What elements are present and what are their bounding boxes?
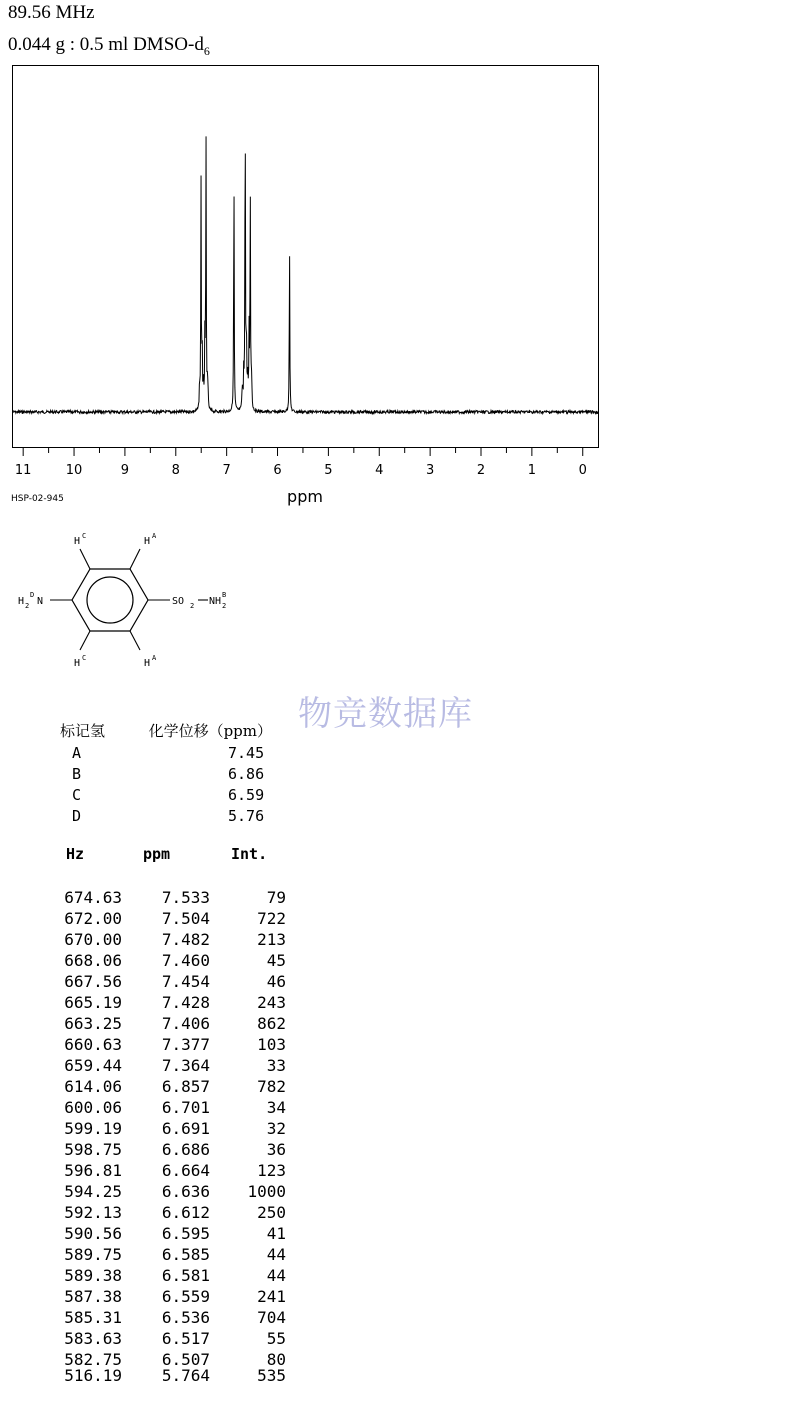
atom-label-c-top: C — [82, 532, 87, 540]
peak-hz: 582.75 — [64, 1350, 122, 1369]
peak-hz: 660.63 — [64, 1035, 122, 1054]
peak-int: 241 — [257, 1287, 286, 1306]
shift-row-value: 6.59 — [228, 786, 265, 804]
peak-ppm: 7.428 — [161, 993, 210, 1012]
peak-int: 46 — [266, 972, 286, 991]
peak-row — [0, 930, 300, 951]
shift-row — [60, 786, 272, 807]
chemical-structure — [10, 522, 250, 672]
peak-row — [0, 1287, 300, 1308]
peak-table — [0, 888, 300, 1387]
peak-hz: 592.13 — [64, 1203, 122, 1222]
peak-row — [0, 1182, 300, 1203]
peak-hz: 668.06 — [64, 951, 122, 970]
x-tick-label: 7 — [222, 463, 231, 478]
plot-frame — [13, 66, 599, 448]
peak-hz: 587.38 — [64, 1287, 122, 1306]
atom-h-top-left: H — [74, 536, 81, 547]
peak-int: 535 — [257, 1366, 286, 1385]
shift-row — [60, 765, 272, 786]
atom-label-d: D — [30, 591, 35, 599]
peak-int: 704 — [257, 1308, 286, 1327]
peak-row — [0, 1098, 300, 1119]
amine-subscript-2: 2 — [25, 602, 30, 610]
peak-ppm: 6.691 — [161, 1119, 210, 1138]
sample-subscript: 6 — [203, 43, 210, 58]
peak-hz: 672.00 — [64, 909, 122, 928]
sample-code: HSP-02-945 — [11, 494, 64, 504]
peak-ppm: 7.533 — [161, 888, 210, 907]
peak-row — [0, 909, 300, 930]
x-tick-label: 5 — [324, 463, 333, 478]
col-int: Int. — [231, 845, 268, 863]
peak-int: 44 — [266, 1245, 286, 1264]
peak-hz: 674.63 — [64, 888, 122, 907]
header-label: 标记氢 — [60, 722, 106, 740]
shift-row-label: C — [72, 786, 82, 804]
shift-table-header — [60, 720, 272, 744]
peak-row — [0, 1224, 300, 1245]
x-tick-label: 4 — [375, 463, 384, 478]
peak-int: 1000 — [247, 1182, 286, 1201]
col-hz: Hz — [66, 845, 85, 863]
x-tick-label: 6 — [273, 463, 282, 478]
peak-int: 862 — [257, 1014, 286, 1033]
peak-ppm: 7.364 — [161, 1056, 210, 1075]
peak-ppm: 7.482 — [161, 930, 210, 949]
peak-ppm: 7.377 — [161, 1035, 210, 1054]
peak-ppm: 6.517 — [161, 1329, 210, 1348]
peak-int: 34 — [266, 1098, 286, 1117]
peak-hz: 599.19 — [64, 1119, 122, 1138]
peak-row — [0, 1329, 300, 1350]
sulfonyl-so: SO — [172, 596, 185, 607]
peak-ppm: 6.536 — [161, 1308, 210, 1327]
peak-row — [0, 1203, 300, 1224]
sample-label — [8, 34, 210, 59]
peak-ppm: 7.454 — [161, 972, 210, 991]
peak-ppm: 7.460 — [161, 951, 210, 970]
spectrum-trace — [13, 136, 598, 413]
peak-ppm: 6.857 — [161, 1077, 210, 1096]
sulfonyl-subscript-2: 2 — [190, 602, 195, 610]
peak-int: 80 — [266, 1350, 286, 1369]
x-axis-ticks — [23, 448, 583, 456]
shift-row — [60, 744, 272, 765]
peak-row — [0, 951, 300, 972]
watermark: 物竞数据库 — [298, 694, 473, 734]
peak-row — [0, 1119, 300, 1140]
peak-int: 33 — [266, 1056, 286, 1075]
peak-ppm: 6.636 — [161, 1182, 210, 1201]
peak-row — [0, 1077, 300, 1098]
atom-label-a-bottom: A — [152, 654, 157, 662]
atom-label-a-top: A — [152, 532, 157, 540]
peak-hz: 583.63 — [64, 1329, 122, 1348]
peak-row — [0, 1056, 300, 1077]
peak-hz: 596.81 — [64, 1161, 122, 1180]
peak-int: 213 — [257, 930, 286, 949]
peak-hz: 585.31 — [64, 1308, 122, 1327]
sulfonamide-subscript-2: 2 — [222, 602, 227, 610]
peak-hz: 598.75 — [64, 1140, 122, 1159]
peak-row — [0, 1308, 300, 1329]
peak-ppm: 6.559 — [161, 1287, 210, 1306]
peak-hz: 590.56 — [64, 1224, 122, 1243]
peak-hz: 663.25 — [64, 1014, 122, 1033]
shift-row — [60, 807, 272, 828]
shift-row-value: 7.45 — [228, 744, 265, 762]
peak-row — [0, 1035, 300, 1056]
peak-int: 722 — [257, 909, 286, 928]
peak-ppm: 6.686 — [161, 1140, 210, 1159]
peak-row — [0, 888, 300, 909]
shift-row-value: 5.76 — [228, 807, 265, 825]
x-tick-label: 1 — [527, 463, 537, 478]
peak-hz: 600.06 — [64, 1098, 122, 1117]
x-tick-label: 9 — [120, 463, 130, 478]
peak-hz: 594.25 — [64, 1182, 122, 1201]
peak-hz: 516.19 — [64, 1366, 122, 1385]
peak-ppm: 7.406 — [161, 1014, 210, 1033]
atom-h-top-right: H — [144, 536, 151, 547]
peak-hz: 670.00 — [64, 930, 122, 949]
x-tick-label: 8 — [171, 463, 180, 478]
peak-row — [0, 1140, 300, 1161]
benzene-ring — [72, 569, 148, 631]
atom-h-bottom-left: H — [74, 658, 81, 669]
amine-h: H — [18, 596, 25, 607]
x-tick-label: 2 — [476, 463, 486, 478]
sample-main-text: 0.044 g : 0.5 ml DMSO-d — [8, 34, 204, 55]
peak-ppm: 5.764 — [161, 1366, 210, 1385]
peak-hz: 667.56 — [64, 972, 122, 991]
peak-hz: 589.38 — [64, 1266, 122, 1285]
peak-row — [0, 1366, 300, 1387]
peak-ppm: 6.585 — [161, 1245, 210, 1264]
peak-ppm: 6.701 — [161, 1098, 210, 1117]
frequency-label: 89.56 MHz — [8, 2, 95, 23]
peak-row — [0, 972, 300, 993]
peak-hz: 614.06 — [64, 1077, 122, 1096]
peak-row — [0, 1014, 300, 1035]
shift-row-label: D — [72, 807, 82, 825]
chemical-shift-table — [60, 720, 272, 828]
peak-int: 79 — [266, 888, 286, 907]
shift-row-label: B — [72, 765, 82, 783]
bonds — [50, 549, 208, 650]
peak-int: 55 — [266, 1329, 286, 1348]
header-shift: 化学位移（ppm） — [148, 722, 273, 740]
peak-ppm: 6.595 — [161, 1224, 210, 1243]
peak-int: 243 — [257, 993, 286, 1012]
peak-int: 41 — [266, 1224, 286, 1243]
peak-row — [0, 1245, 300, 1266]
sulfonamide-nh: NH — [209, 596, 222, 607]
peak-int: 123 — [257, 1161, 286, 1180]
peak-int: 782 — [257, 1077, 286, 1096]
peak-int: 44 — [266, 1266, 286, 1285]
peak-hz: 659.44 — [64, 1056, 122, 1075]
x-axis-label: ppm — [287, 487, 323, 506]
peak-row — [0, 1161, 300, 1182]
atom-label-c-bottom: C — [82, 654, 87, 662]
peak-row — [0, 993, 300, 1014]
peak-ppm: 6.581 — [161, 1266, 210, 1285]
atom-h-bottom-right: H — [144, 658, 151, 669]
peak-ppm: 6.664 — [161, 1161, 210, 1180]
peak-int: 45 — [266, 951, 286, 970]
x-tick-label: 0 — [578, 463, 587, 478]
shift-row-value: 6.86 — [228, 765, 265, 783]
col-ppm: ppm — [143, 845, 171, 863]
x-tick-label: 3 — [425, 463, 435, 478]
peak-ppm: 7.504 — [161, 909, 210, 928]
x-axis-tick-labels — [15, 463, 587, 478]
atom-label-b: B — [222, 591, 227, 599]
shift-row-label: A — [72, 744, 82, 762]
peak-ppm: 6.612 — [161, 1203, 210, 1222]
x-tick-label: 10 — [65, 463, 83, 478]
peak-int: 32 — [266, 1119, 286, 1138]
peak-row — [0, 1266, 300, 1287]
x-tick-label: 11 — [14, 463, 32, 478]
amine-n: N — [37, 596, 44, 607]
peak-int: 36 — [266, 1140, 286, 1159]
peak-int: 250 — [257, 1203, 286, 1222]
peak-ppm: 6.507 — [161, 1350, 210, 1369]
peak-hz: 589.75 — [64, 1245, 122, 1264]
peak-hz: 665.19 — [64, 993, 122, 1012]
peak-int: 103 — [257, 1035, 286, 1054]
